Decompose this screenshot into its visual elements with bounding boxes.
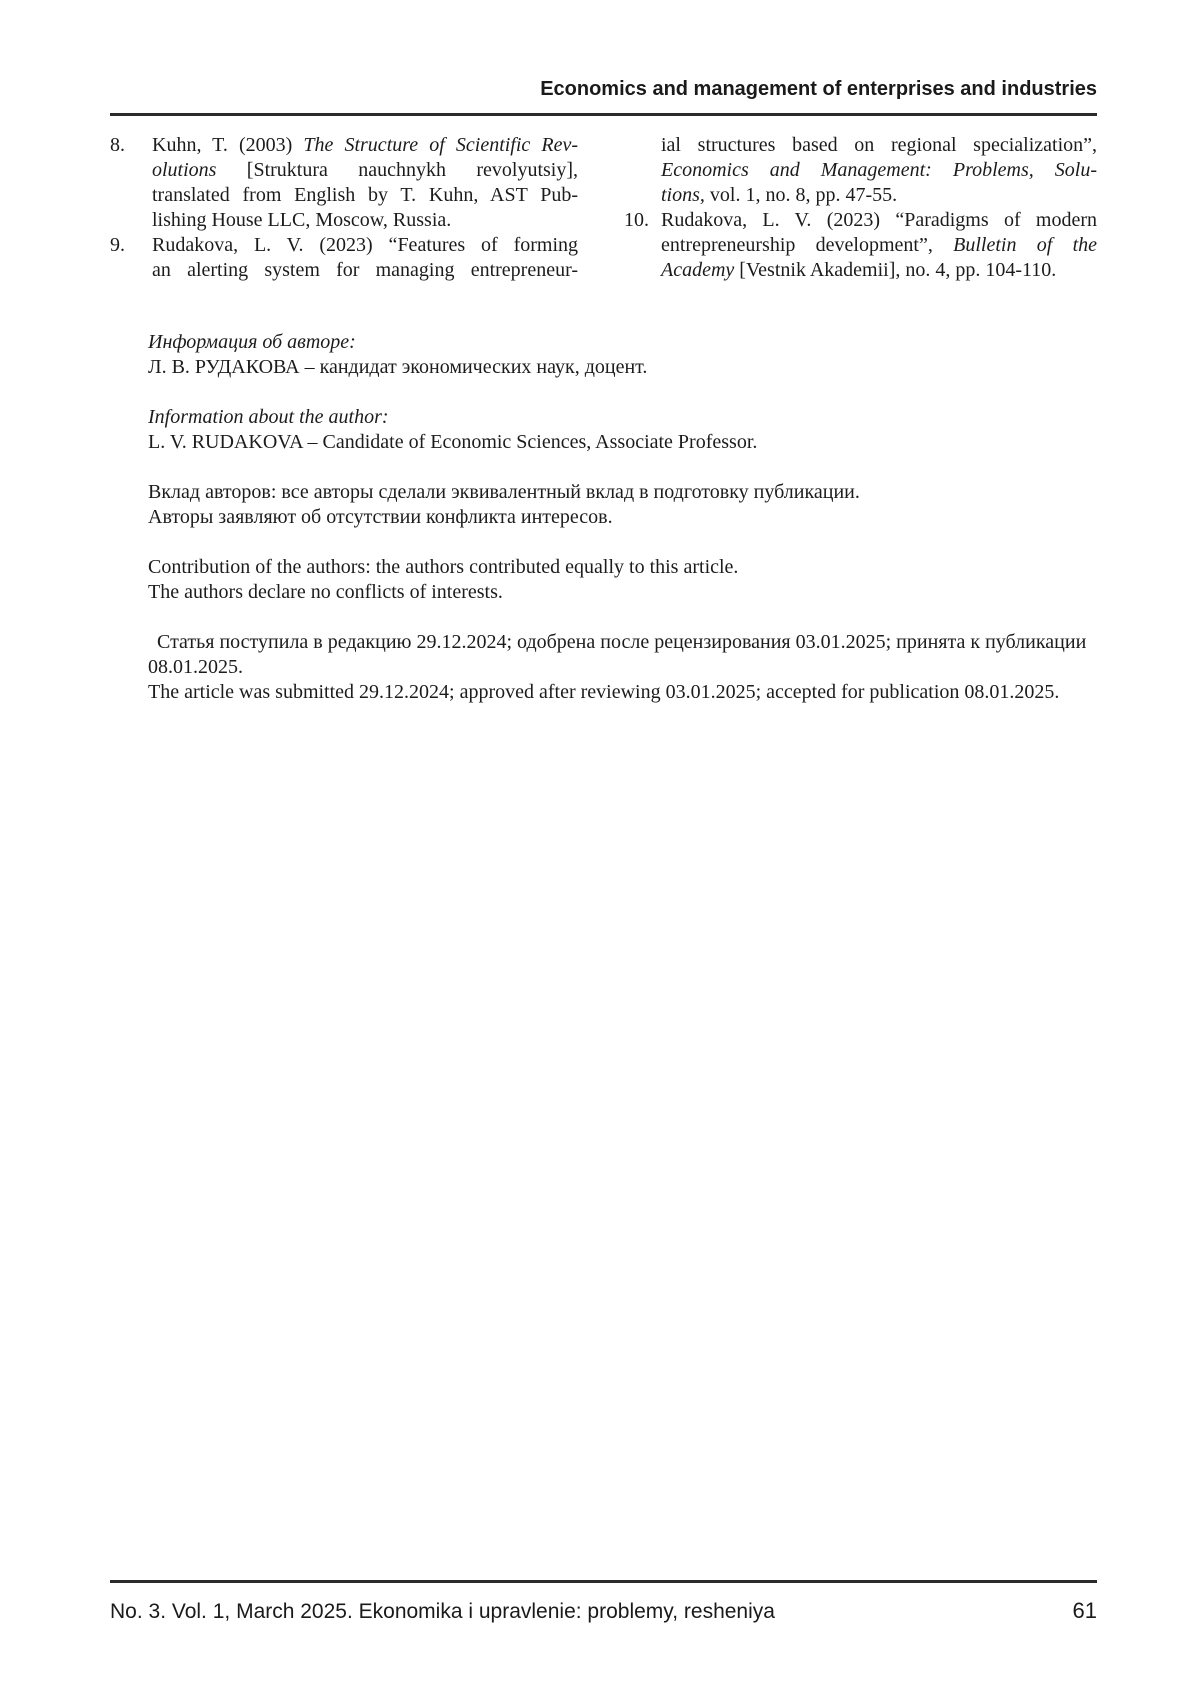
text-segment: Авторы заявляют об отсутствии конфликта интересов. <box>148 506 613 528</box>
journal-section-title: Economics and management of enterprises and industries <box>540 78 1097 100</box>
text-segment: Kuhn, T. (2003) <box>152 134 304 156</box>
text-line <box>148 480 1095 505</box>
text-segment: L. V. RUDAKOVA – Candidate of Economic Sciences, Associate Professor. <box>148 431 758 453</box>
text-line <box>661 258 1097 283</box>
reference-item-9 <box>110 233 578 283</box>
text-segment: Contribution of the authors: the authors contributed equally to this article. <box>148 556 739 578</box>
text-segment: Rudakova, L. V. (2023) “Paradigms of modern <box>661 209 1097 231</box>
text-line <box>148 505 1095 530</box>
reference-number: 10. <box>624 209 649 231</box>
text-segment: Economics and Management: Problems, Solu- <box>661 159 1097 181</box>
text-segment: The authors declare no conflicts of interests. <box>148 581 503 603</box>
text-line <box>661 158 1097 183</box>
text-line <box>661 233 1097 258</box>
text-segment: Bulletin of the <box>953 234 1097 256</box>
contribution-statement-en <box>148 555 1095 605</box>
text-line <box>148 330 1095 355</box>
author-info-en <box>148 405 1095 455</box>
text-segment: vol. 1, no. 8, pp. 47-55. <box>704 184 898 206</box>
text-segment: Information about the author: <box>148 406 389 428</box>
text-segment: [Struktura nauchnykh revolyutsiy], <box>216 159 578 181</box>
text-segment: The Structure of Scientific Rev- <box>303 134 579 156</box>
text-segment: [Vestnik Akademii], no. 4, pp. 104-110. <box>734 259 1057 281</box>
text-segment: The article was submitted 29.12.2024; approved after reviewing 03.01.2025; accepted for publication 08.01.2025. <box>148 681 1060 703</box>
text-line <box>148 430 1095 455</box>
text-segment: ial structures based on regional specialization”, <box>661 134 1097 156</box>
author-info-ru <box>148 330 1095 380</box>
reference-number: 8. <box>110 134 125 156</box>
text-segment: olutions <box>152 159 217 181</box>
reference-text <box>152 233 578 283</box>
text-line <box>148 355 1095 380</box>
text-line <box>152 208 578 233</box>
text-segment: Статья поступила в редакцию 29.12.2024; одобрена после рецензирования 03.01.2025; принята к публикации <box>157 631 1087 653</box>
reference-item-10 <box>624 208 1097 283</box>
text-segment: Rudakova, L. V. (2023) “Features of forming <box>152 234 578 256</box>
text-segment: tions, <box>661 184 705 206</box>
page-header <box>110 76 1097 116</box>
text-segment: Academy <box>661 259 735 281</box>
reference-text <box>152 133 578 233</box>
text-segment: lishing House LLC, Moscow, Russia. <box>152 209 452 231</box>
reference-text <box>661 208 1097 283</box>
reference-item-9-continuation <box>624 133 1097 208</box>
text-line <box>148 580 1095 605</box>
text-line <box>148 555 1095 580</box>
text-segment: entrepreneurship development”, <box>661 234 954 256</box>
text-line <box>152 183 578 208</box>
text-line <box>148 680 1095 705</box>
text-line <box>152 158 578 183</box>
footer-issue-info: No. 3. Vol. 1, March 2025. Ekonomika i upravlenie: problemy, resheniya <box>110 1600 775 1623</box>
references-column-right <box>624 133 1097 283</box>
text-segment: translated from English by T. Kuhn, AST Pub- <box>152 184 578 206</box>
contribution-statement-ru <box>148 480 1095 530</box>
text-segment: Информация об авторе: <box>148 331 356 353</box>
author-info-section <box>148 330 1095 705</box>
submission-dates <box>148 630 1095 705</box>
page-footer <box>110 1580 1097 1624</box>
reference-number: 9. <box>110 234 125 256</box>
text-line <box>148 655 1095 680</box>
text-line <box>152 258 578 283</box>
text-line <box>148 630 1095 655</box>
text-line <box>148 405 1095 430</box>
text-segment: 08.01.2025. <box>148 656 243 678</box>
text-line <box>152 133 578 158</box>
text-line <box>661 208 1097 233</box>
reference-item-8 <box>110 133 578 233</box>
text-segment: Л. В. РУДАКОВА – кандидат экономических наук, доцент. <box>148 356 648 378</box>
text-line <box>661 183 1097 208</box>
footer-page-number: 61 <box>1072 1598 1097 1623</box>
text-segment: Вклад авторов: все авторы сделали эквивалентный вклад в подготовку публикации. <box>148 481 860 503</box>
text-line <box>661 133 1097 158</box>
reference-text <box>661 133 1097 208</box>
references-column-left <box>110 133 578 283</box>
text-line <box>152 233 578 258</box>
text-segment: an alerting system for managing entrepreneur- <box>152 259 578 281</box>
references-section <box>110 133 1097 283</box>
